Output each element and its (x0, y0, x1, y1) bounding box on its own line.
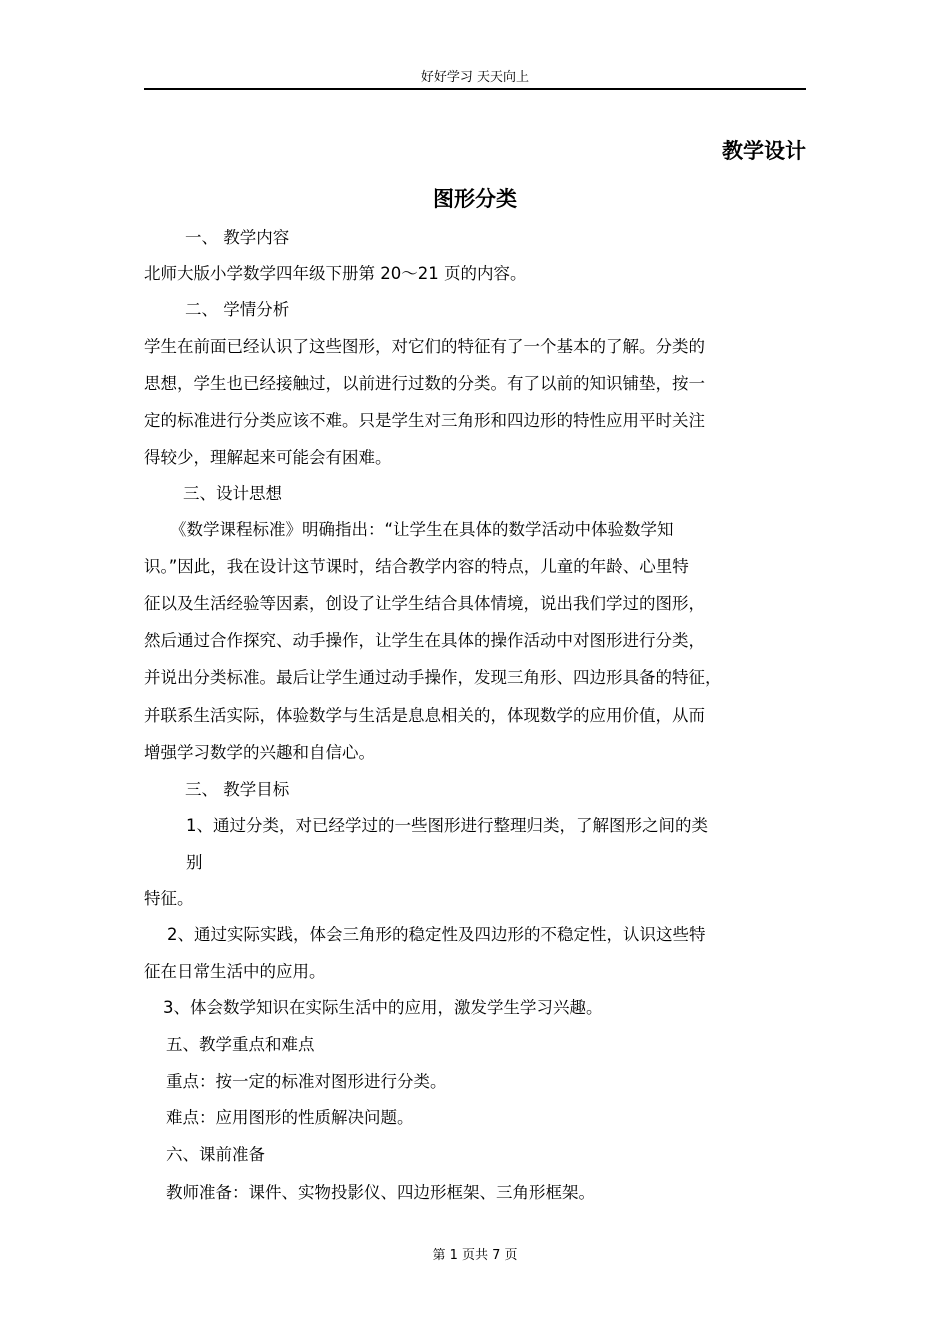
body-line: 1、通过分类，对已经学过的一些图形进行整理归类，了解图形之间的类 (186, 816, 708, 835)
body-line: 增强学习数学的兴趣和自信心。 (144, 743, 375, 762)
doc-label: 教学设计 (722, 139, 806, 163)
body-line: 征以及生活经验等因素，创设了让学生结合具体情境，说出我们学过的图形， (144, 594, 705, 613)
body-line: 定的标准进行分类应该不难。只是学生对三角形和四边形的特性应用平时关注 (144, 411, 705, 430)
body-line: 《数学课程标准》明确指出：“让学生在具体的数学活动中体验数学知 (170, 520, 674, 539)
body-line: 北师大版小学数学四年级下册第 20～21 页的内容。 (144, 264, 527, 283)
section-heading-design: 三、设计思想 (183, 484, 282, 503)
body-line: 3、体会数学知识在实际生活中的应用，激发学生学习兴趣。 (163, 998, 603, 1017)
body-line: 思想，学生也已经接触过，以前进行过数的分类。有了以前的知识铺垫，按一 (144, 374, 705, 393)
body-line: 学生在前面已经认识了这些图形，对它们的特征有了一个基本的了解。分类的 (144, 337, 705, 356)
body-line: 识。”因此，我在设计这节课时，结合教学内容的特点，儿童的年龄、心里特 (144, 557, 689, 576)
body-line: 征在日常生活中的应用。 (144, 962, 326, 981)
body-line: 难点：应用图形的性质解决问题。 (166, 1108, 414, 1127)
section-heading-key-points: 五、教学重点和难点 (166, 1035, 315, 1054)
body-line: 特征。 (144, 889, 194, 908)
body-line: 然后通过合作探究、动手操作，让学生在具体的操作活动中对图形进行分类， (144, 631, 705, 650)
page-header: 好好学习 天天向上 (420, 70, 530, 85)
page-footer: 第 1 页共 7 页 (432, 1248, 518, 1263)
body-line: 2、通过实际实践，体会三角形的稳定性及四边形的不稳定性，认识这些特 (167, 925, 706, 944)
body-line: 教师准备：课件、实物投影仪、四边形框架、三角形框架。 (166, 1183, 595, 1202)
body-line: 别 (186, 853, 203, 872)
section-heading-analysis: 二、 学情分析 (185, 300, 290, 319)
body-line: 重点：按一定的标准对图形进行分类。 (166, 1072, 447, 1091)
section-heading-goals: 三、 教学目标 (185, 780, 290, 799)
body-line: 并说出分类标准。最后让学生通过动手操作，发现三角形、四边形具备的特征， (144, 668, 722, 687)
body-line: 得较少，理解起来可能会有困难。 (144, 448, 392, 467)
section-heading-content: 一、 教学内容 (185, 228, 290, 247)
section-heading-preparation: 六、课前准备 (166, 1145, 265, 1164)
body-line: 并联系生活实际，体验数学与生活是息息相关的，体现数学的应用价值，从而 (144, 706, 705, 725)
header-rule (144, 88, 806, 90)
doc-title: 图形分类 (433, 187, 517, 211)
